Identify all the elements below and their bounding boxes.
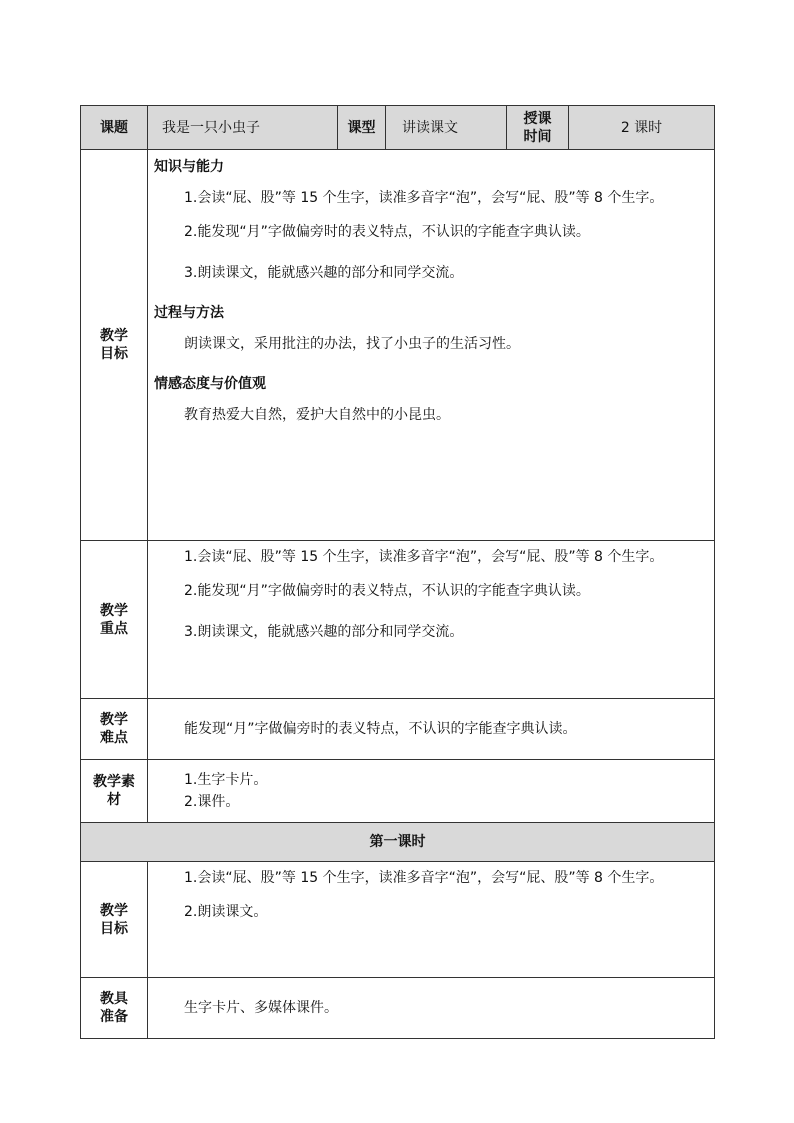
goal-paragraph: 3.朗读课文，能就感兴趣的部分和同学交流。	[184, 265, 464, 281]
lesson1-goals-label-line2: 目标	[100, 920, 128, 937]
header-row	[81, 106, 715, 150]
key-points-label-line1: 教学	[100, 602, 128, 619]
goals-label	[81, 150, 148, 541]
goal-paragraph: 朗读课文，采用批注的办法，找了小虫子的生活习性。	[184, 336, 520, 352]
material-item: 1.生字卡片。	[184, 772, 268, 788]
lesson1-prep-row	[81, 978, 715, 1039]
key-points-row	[81, 541, 715, 699]
lesson1-prep-content	[148, 978, 715, 1039]
lesson1-goals-label-line1: 教学	[100, 902, 128, 919]
goal-paragraph: 教育热爱大自然，爱护大自然中的小昆虫。	[184, 407, 450, 423]
difficulties-label-line2: 难点	[100, 730, 128, 746]
lesson1-goal-paragraph: 1.会读“屁、股”等 15 个生字，读准多音字“泡”，会写“屁、股”等 8 个生字。	[184, 870, 664, 886]
key-points-content	[148, 541, 715, 699]
lesson-plan-table	[80, 105, 715, 1039]
key-points-label	[81, 541, 148, 699]
key-point-paragraph: 1.会读“屁、股”等 15 个生字，读准多音字“泡”，会写“屁、股”等 8 个生字。	[184, 549, 664, 565]
difficulties-label	[81, 699, 148, 760]
materials-label	[81, 760, 148, 823]
difficulties-row	[81, 699, 715, 760]
materials-label-line2: 材	[107, 792, 121, 808]
course-title: 我是一只小虫子	[148, 106, 338, 150]
goal-paragraph: 2.能发现“月”字做偏旁时的表义特点，不认识的字能查字典认读。	[184, 224, 590, 240]
time-value: 2 课时	[569, 106, 715, 150]
lesson1-title-row	[81, 823, 715, 862]
type-label: 课型	[338, 106, 386, 150]
key-point-paragraph: 3.朗读课文，能就感兴趣的部分和同学交流。	[184, 624, 464, 640]
materials-content	[148, 760, 715, 823]
goals-row	[81, 150, 715, 541]
lesson1-prep-label	[81, 978, 148, 1039]
knowledge-ability-heading: 知识与能力	[154, 159, 224, 175]
difficulties-content	[148, 699, 715, 760]
difficulty-paragraph: 能发现“月”字做偏旁时的表义特点，不认识的字能查字典认读。	[184, 721, 577, 737]
materials-label-line1: 教学素	[93, 774, 135, 790]
lesson1-goals-content	[148, 862, 715, 978]
lesson1-goal-paragraph: 2.朗读课文。	[184, 904, 268, 920]
materials-row	[81, 760, 715, 823]
goal-paragraph: 1.会读“屁、股”等 15 个生字，读准多音字“泡”，会写“屁、股”等 8 个生字。	[184, 190, 664, 206]
material-item: 2.课件。	[184, 794, 240, 810]
goals-content	[148, 150, 715, 541]
time-label	[507, 106, 569, 150]
process-method-heading: 过程与方法	[154, 305, 224, 321]
key-points-label-line2: 重点	[100, 620, 128, 637]
difficulties-label-line1: 教学	[100, 712, 128, 728]
goals-label-line2: 目标	[100, 346, 128, 362]
time-label-line2: 时间	[523, 128, 552, 145]
lesson1-goals-row	[81, 862, 715, 978]
time-label-line1: 授课	[523, 110, 552, 127]
course-label: 课题	[81, 106, 148, 150]
prep-paragraph: 生字卡片、多媒体课件。	[184, 1000, 338, 1016]
lesson1-title: 第一课时	[81, 823, 715, 862]
attitude-values-heading: 情感态度与价值观	[154, 376, 266, 392]
goals-label-line1: 教学	[100, 328, 128, 344]
key-point-paragraph: 2.能发现“月”字做偏旁时的表义特点，不认识的字能查字典认读。	[184, 583, 590, 599]
type-value: 讲读课文	[386, 106, 507, 150]
lesson1-goals-label	[81, 862, 148, 978]
lesson1-prep-label-line1: 教具	[100, 991, 128, 1007]
lesson1-prep-label-line2: 准备	[100, 1009, 128, 1025]
